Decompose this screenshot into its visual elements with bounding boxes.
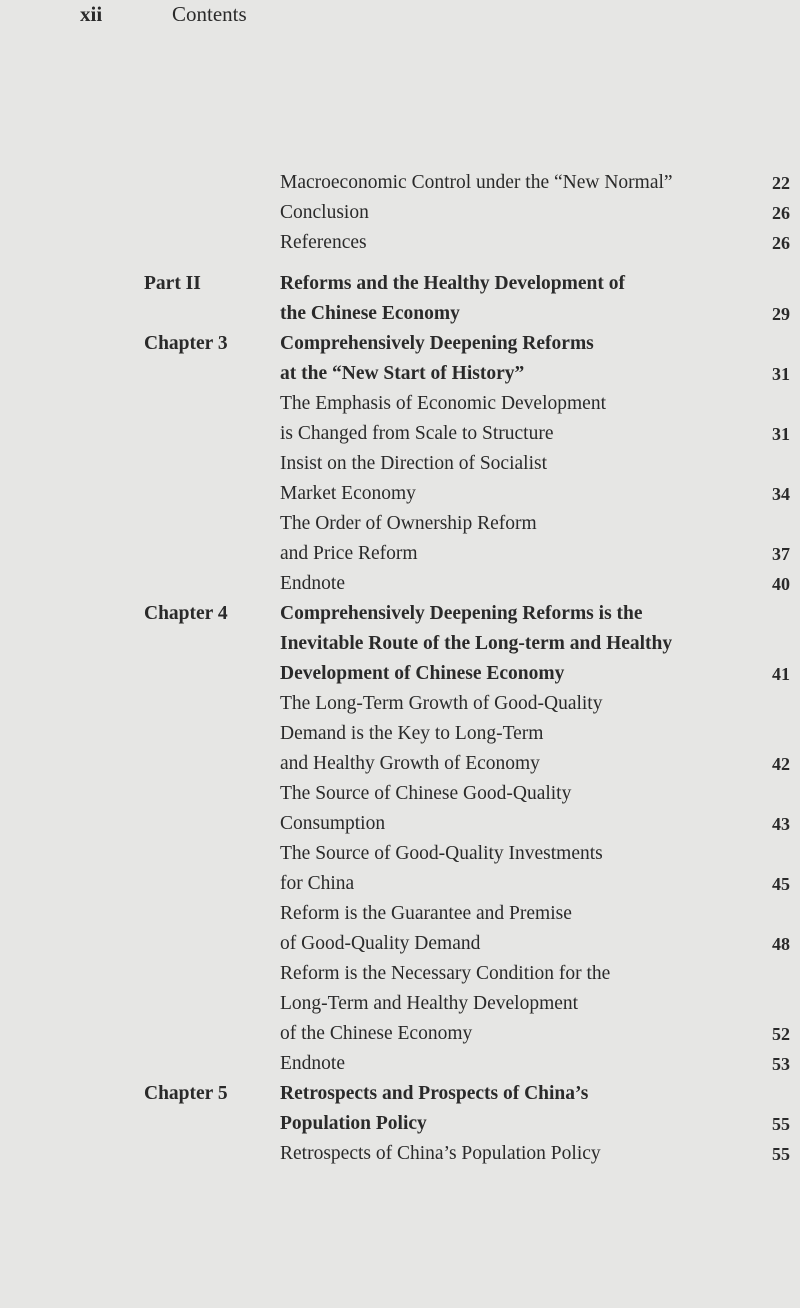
toc-line [0,329,800,359]
section-gap [0,258,800,269]
toc-line [0,1109,800,1139]
toc-entry-chapter [0,1079,800,1139]
toc-entry-section [0,1049,800,1079]
toc-entry-section [0,839,800,899]
toc-entry-label: Chapter 4 [144,603,228,624]
toc-entry-section [0,168,800,198]
toc-entry-label: Part II [144,273,201,294]
toc-entry-title: the Chinese Economy [280,303,460,324]
toc-line [0,168,800,198]
toc-entry-title: Inevitable Route of the Long-term and Healthy [280,633,673,654]
toc-line [0,359,800,389]
toc-entry-title: and Price Reform [280,543,418,564]
toc-line [0,989,800,1019]
toc-line [0,479,800,509]
toc-line [0,299,800,329]
toc-entry-label: Chapter 5 [144,1083,228,1104]
toc-entry-title: Macroeconomic Control under the “New Normal” [280,172,673,193]
toc-line [0,228,800,258]
running-head [80,2,247,27]
table-of-contents [0,168,800,1169]
toc-entry-title: The Emphasis of Economic Development [280,393,606,414]
toc-entry-section [0,509,800,569]
toc-line [0,869,800,899]
toc-line [0,449,800,479]
toc-entry-title: Reforms and the Healthy Development of [280,273,625,294]
toc-entry-title: and Healthy Growth of Economy [280,753,540,774]
toc-entry-title: Demand is the Key to Long-Term [280,723,544,744]
toc-entry-label: Chapter 3 [144,333,228,354]
toc-entry-section [0,689,800,779]
toc-entry-title: Insist on the Direction of Socialist [280,453,548,474]
toc-page-number: 34 [772,484,790,504]
toc-entry-title: The Source of Chinese Good-Quality [280,783,572,804]
toc-entry-title: References [280,232,367,253]
toc-entry-chapter [0,599,800,689]
toc-entry-section [0,959,800,1049]
toc-line [0,809,800,839]
toc-entry-title: Development of Chinese Economy [280,663,565,684]
toc-line [0,779,800,809]
toc-entry-title: Population Policy [280,1113,427,1134]
toc-entry-title: Retrospects of China’s Population Policy [280,1143,601,1164]
toc-page-number: 41 [772,664,790,684]
toc-entry-chapter [0,329,800,389]
toc-entry-section [0,449,800,509]
toc-entry-title: Reform is the Necessary Condition for the [280,963,611,984]
toc-entry-title: Comprehensively Deepening Reforms is the [280,603,643,624]
toc-line [0,1139,800,1169]
toc-entry-title: at the “New Start of History” [280,363,525,384]
toc-line [0,509,800,539]
toc-page-number: 29 [772,304,790,324]
toc-page-number: 31 [772,424,790,444]
toc-page-number: 37 [772,544,790,564]
toc-line [0,269,800,299]
toc-line [0,539,800,569]
toc-entry-title: is Changed from Scale to Structure [280,423,554,444]
toc-entry-title: Retrospects and Prospects of China’s [280,1083,589,1104]
toc-page-number: 45 [772,874,790,894]
toc-line [0,929,800,959]
toc-page-number: 55 [772,1144,790,1164]
toc-line [0,419,800,449]
toc-entry-section [0,198,800,228]
toc-entry-title: of Good-Quality Demand [280,933,481,954]
toc-entry-title: Reform is the Guarantee and Premise [280,903,572,924]
toc-entry-section [0,779,800,839]
toc-entry-title: Long-Term and Healthy Development [280,993,579,1014]
toc-page-number: 53 [772,1054,790,1074]
toc-line [0,389,800,419]
toc-entry-title: of the Chinese Economy [280,1023,473,1044]
toc-page-number: 22 [772,173,790,193]
toc-page-number: 52 [772,1024,790,1044]
toc-entry-part [0,269,800,329]
toc-entry-title: The Source of Good-Quality Investments [280,843,603,864]
toc-page-number: 48 [772,934,790,954]
toc-entry-section [0,899,800,959]
toc-page-number: 26 [772,233,790,253]
toc-page-number: 31 [772,364,790,384]
toc-entry-section [0,389,800,449]
toc-line [0,689,800,719]
toc-entry-title: The Long-Term Growth of Good-Quality [280,693,603,714]
toc-entry-title: Comprehensively Deepening Reforms [280,333,594,354]
toc-line [0,899,800,929]
toc-page-number: 40 [772,574,790,594]
toc-entry-section [0,228,800,258]
running-head-page-number: xii [80,2,103,26]
toc-entry-section [0,1139,800,1169]
toc-entry-title: Market Economy [280,483,416,504]
toc-page-number: 26 [772,203,790,223]
toc-entry-title: Conclusion [280,202,369,223]
toc-line [0,839,800,869]
toc-line [0,719,800,749]
toc-line [0,599,800,629]
toc-line [0,198,800,228]
toc-page-number: 43 [772,814,790,834]
toc-entry-title: Consumption [280,813,386,834]
toc-line [0,749,800,779]
toc-page-number: 42 [772,754,790,774]
toc-line [0,1019,800,1049]
running-head-title: Contents [172,2,247,26]
toc-entry-title: Endnote [280,573,345,594]
toc-line [0,569,800,599]
toc-line [0,629,800,659]
toc-entry-title: Endnote [280,1053,345,1074]
toc-line [0,959,800,989]
toc-page-number: 55 [772,1114,790,1134]
toc-line [0,659,800,689]
toc-entry-title: for China [280,873,355,894]
toc-line [0,1079,800,1109]
toc-entry-section [0,569,800,599]
toc-line [0,1049,800,1079]
toc-entry-title: The Order of Ownership Reform [280,513,537,534]
